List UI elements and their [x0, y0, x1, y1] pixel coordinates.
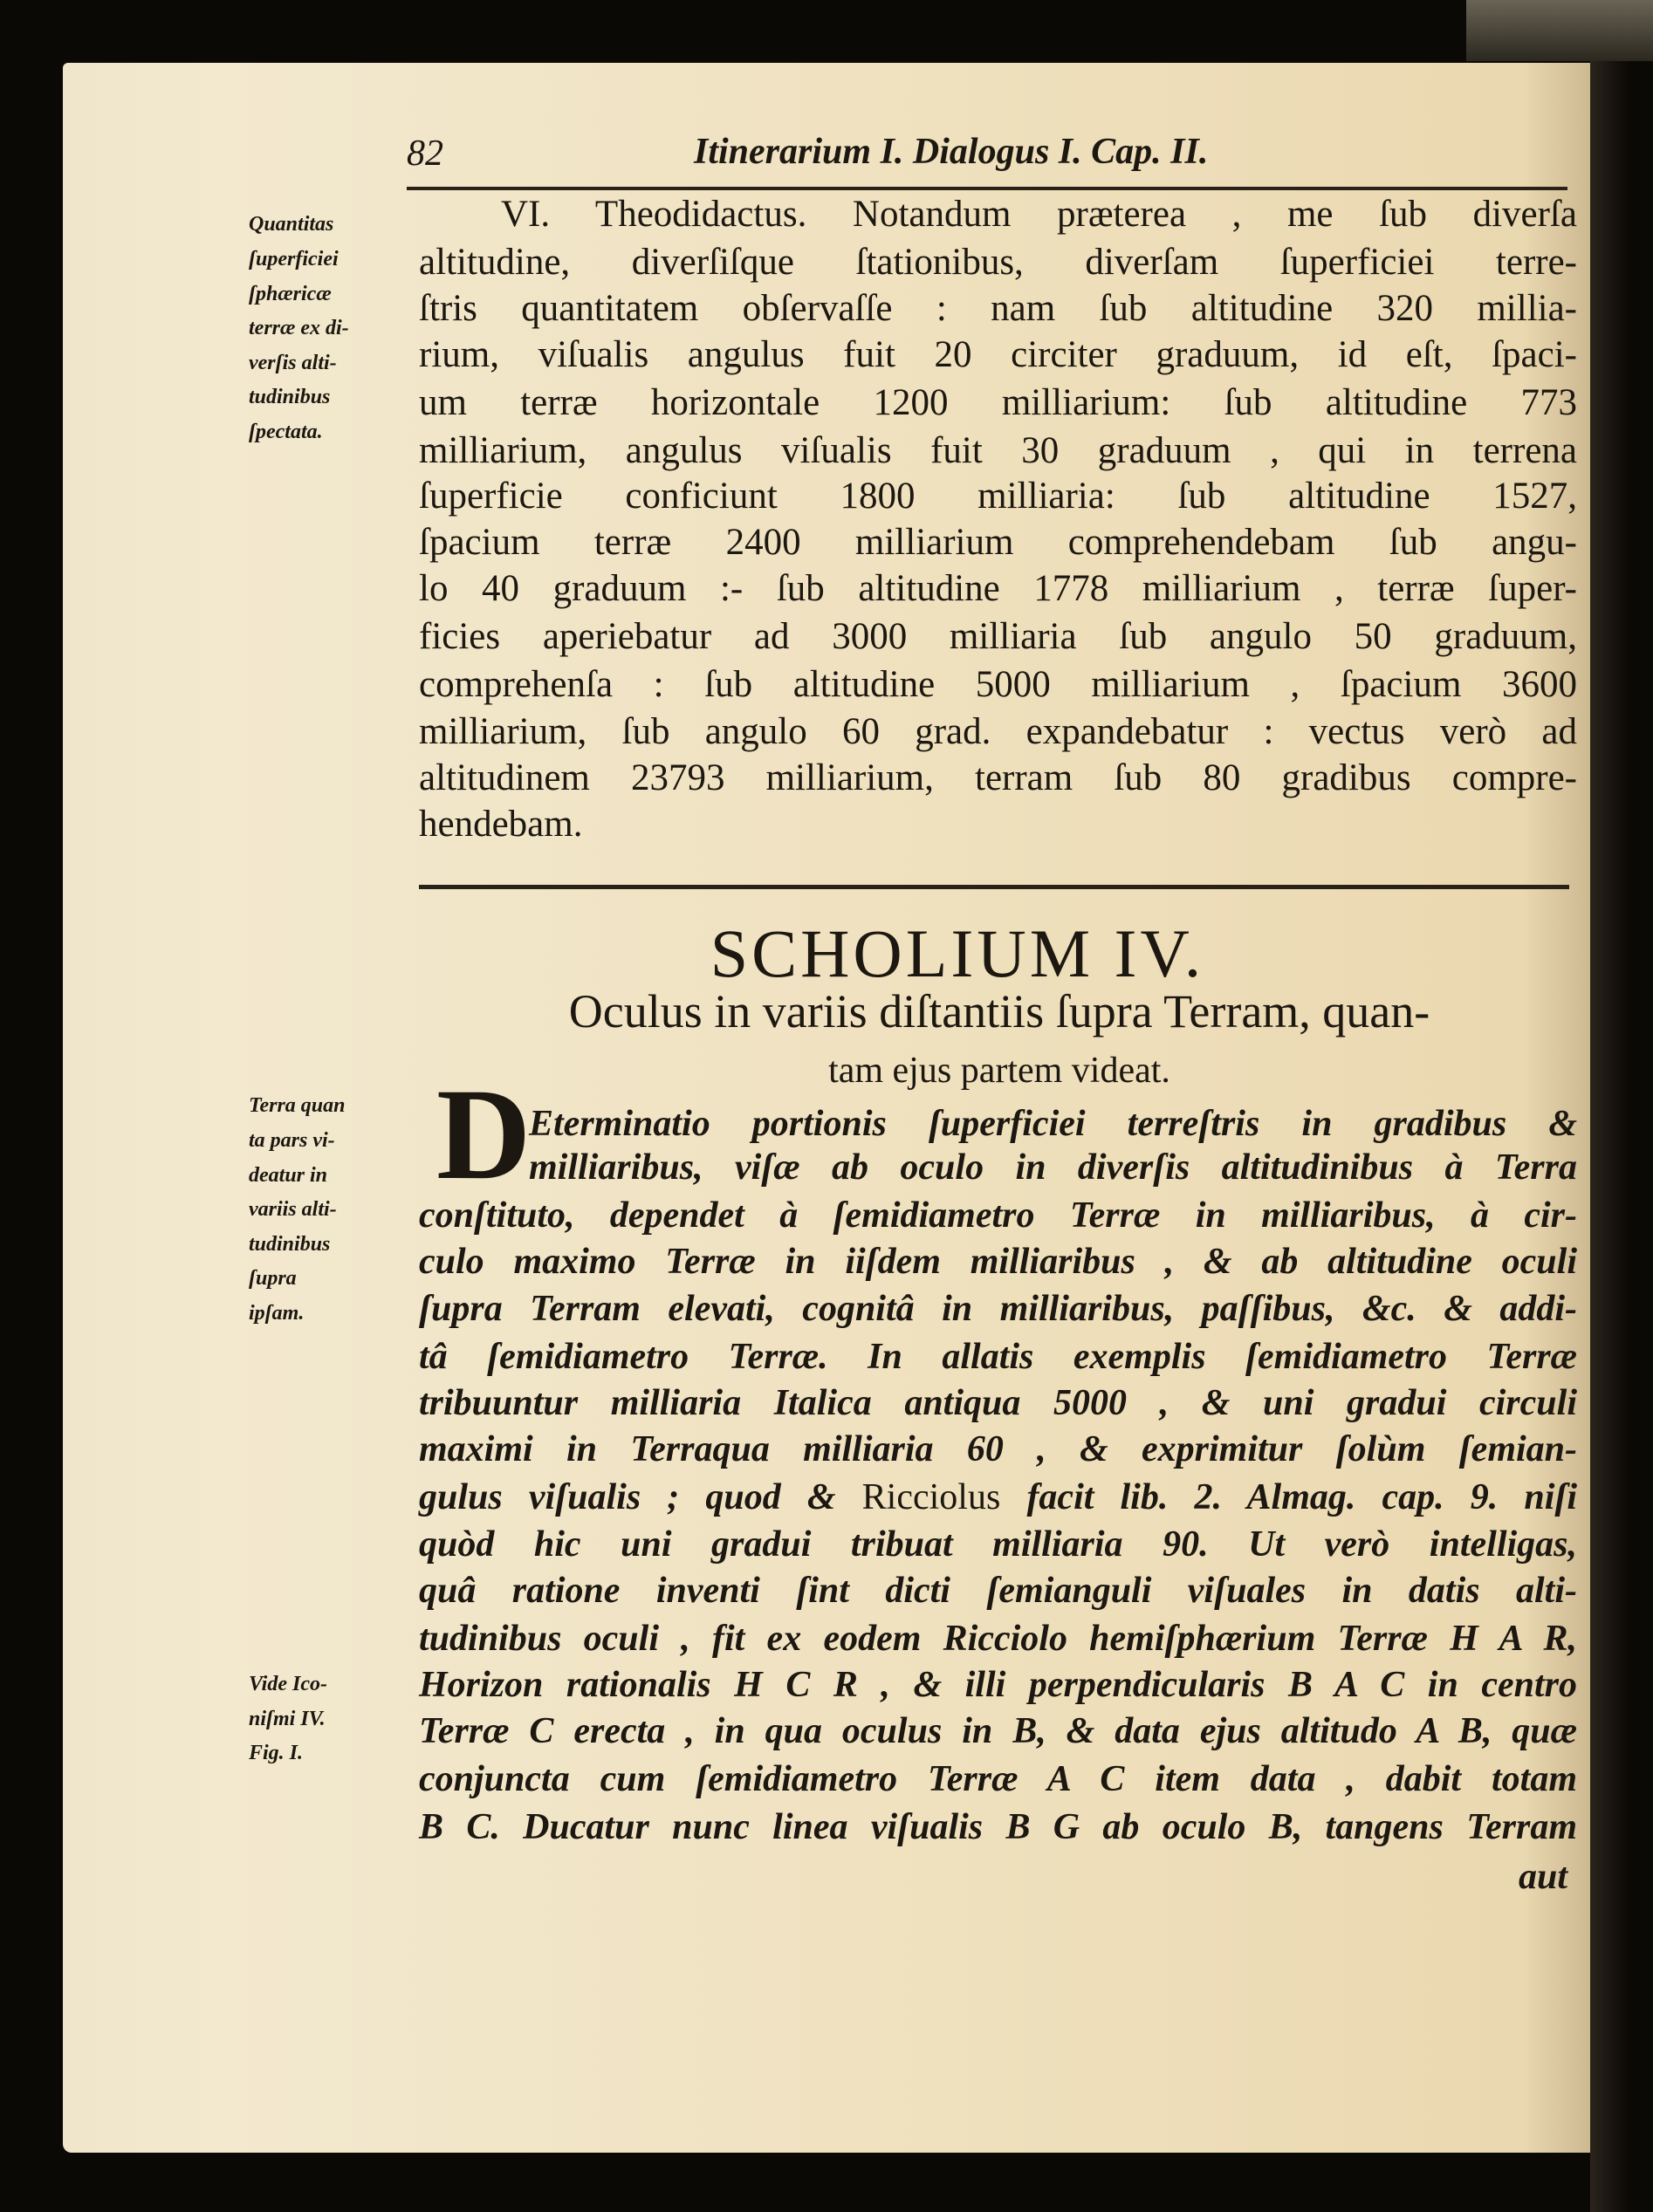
- body-line: um terræ horizontale 1200 milliarium: ſub altitudine 773: [419, 382, 1577, 423]
- header-rule: [407, 187, 1567, 190]
- body-line: ſuperficie conficiunt 1800 milliaria: ſub altitudine 1527,: [419, 476, 1577, 517]
- drop-cap: D: [436, 1062, 532, 1207]
- italic-text: culo maximo Terræ in iiſdem milliaribus , & ab altitudine oculi: [419, 1242, 1577, 1282]
- margin-note-line: ipſam.: [249, 1302, 305, 1325]
- margin-note-line: ſpectata.: [249, 421, 323, 443]
- margin-note-line: deatur in: [249, 1164, 328, 1187]
- italic-text: quâ ratione inventi ſint dicti ſemianguli viſuales in datis alti-: [419, 1571, 1577, 1611]
- body-line: [529, 1144, 1577, 1191]
- margin-note-line: variis alti-: [249, 1198, 337, 1221]
- italic-text: quòd hic uni gradui tribuat milliaria 90. Ut verò intelligas,: [419, 1524, 1577, 1565]
- margin-note-line: tudinibus: [249, 1233, 331, 1256]
- body-line: [419, 1661, 1577, 1709]
- italic-text: maximi in Terraqua milliaria 60 , & exprimitur ſolùm ſemian-: [419, 1429, 1577, 1469]
- italic-text: conſtituto, dependet à ſemidiametro Terræ in milliaribus, à cir-: [419, 1195, 1577, 1236]
- italic-text: milliaribus, viſæ ab oculo in diverſis altitudinibus à Terra: [529, 1147, 1577, 1188]
- margin-note-line: verſis alti-: [249, 352, 337, 374]
- body-line: comprehenſa : ſub altitudine 5000 milliarium , ſpacium 3600: [419, 664, 1577, 705]
- book-corner: [1466, 0, 1653, 61]
- margin-note-line: Terra quan: [249, 1094, 346, 1117]
- margin-note-line: ſupra: [249, 1267, 297, 1290]
- body-line: [419, 1708, 1577, 1755]
- italic-text: gulus viſualis ; quod &: [419, 1477, 836, 1517]
- body-line: ficies aperiebatur ad 3000 milliaria ſub angulo 50 graduum,: [419, 616, 1577, 657]
- margin-note-line: Quantitas: [249, 213, 334, 236]
- scholium-title: SCHOLIUM IV.: [710, 915, 1205, 991]
- body-line: [419, 1756, 1577, 1803]
- body-line: [419, 1615, 1577, 1662]
- body-line: milliarium, angulus viſualis fuit 30 graduum , qui in terrena: [419, 430, 1577, 471]
- body-line: lo 40 graduum :- ſub altitudine 1778 milliarium , terræ ſuper-: [419, 568, 1577, 609]
- scholium-subtitle-line1: Oculus in variis diſtantiis ſupra Terram, quan-: [568, 985, 1430, 1038]
- body-line: ſtris quantitatem obſervaſſe : nam ſub altitudine 320 millia-: [419, 288, 1577, 329]
- margin-note-line: Vide Ico-: [249, 1673, 327, 1695]
- italic-text: tribuuntur milliaria Italica antiqua 5000 , & uni gradui circuli: [419, 1383, 1577, 1423]
- margin-note-line: ta pars vi-: [249, 1129, 335, 1152]
- body-line: [529, 1100, 1577, 1147]
- body-line: [419, 1285, 1577, 1332]
- body-line: [419, 1804, 1577, 1851]
- page-number: 82: [407, 134, 443, 174]
- margin-note-line: Fig. I.: [249, 1742, 304, 1764]
- margin-note-line: tudinibus: [249, 386, 331, 408]
- body-line: [419, 1521, 1577, 1568]
- book-spine-edge: [1590, 0, 1653, 2212]
- catchword: aut: [1519, 1857, 1568, 1897]
- body-line: VI. Theodidactus. Notandum præterea , me ſub diverſa: [501, 194, 1577, 235]
- italic-text: Eterminatio portionis ſuperficiei terreſtris in gradibus &: [529, 1104, 1577, 1144]
- italic-text: Horizon rationalis H C R , & illi perpendicularis B A C in centro: [419, 1665, 1577, 1705]
- body-line: altitudine, diverſiſque ſtationibus, diverſam ſuperficiei terre-: [419, 242, 1577, 283]
- body-line: ſpacium terræ 2400 milliarium comprehendebam ſub angu-: [419, 522, 1577, 563]
- italic-text: tâ ſemidiametro Terræ. In allatis exemplis ſemidiametro Terræ: [419, 1337, 1577, 1377]
- roman-name: Ricciolus: [861, 1477, 1001, 1517]
- italic-text: B C. Ducatur nunc linea viſualis B G ab oculo B, tangens Terram: [419, 1807, 1577, 1847]
- body-line: [419, 1474, 1577, 1521]
- running-title: Itinerarium I. Dialogus I. Cap. II.: [694, 132, 1209, 172]
- body-line: [419, 1192, 1577, 1239]
- italic-text: tudinibus oculi , fit ex eodem Ricciolo hemiſphærium Terræ H A R,: [419, 1619, 1577, 1659]
- margin-note-line: ſphæricæ: [249, 283, 332, 305]
- italic-text: conjuncta cum ſemidiametro Terræ A C item data , dabit totam: [419, 1759, 1577, 1799]
- body-line: [419, 1333, 1577, 1380]
- body-line: [419, 1380, 1577, 1427]
- body-line: [419, 1567, 1577, 1614]
- body-line: [419, 1238, 1577, 1285]
- section-divider-rule: [419, 885, 1569, 889]
- body-line: altitudinem 23793 milliarium, terram ſub 80 gradibus compre-: [419, 757, 1577, 798]
- body-line: [419, 1426, 1577, 1473]
- italic-text: facit lib. 2. Almag. cap. 9. niſi: [1026, 1477, 1578, 1517]
- scholium-subtitle-line2: tam ejus partem videat.: [828, 1051, 1170, 1091]
- body-line: hendebam.: [419, 804, 583, 845]
- italic-text: ſupra Terram elevati, cognitâ in milliaribus, paſſibus, &c. & addi-: [419, 1289, 1577, 1329]
- margin-note-line: terræ ex di-: [249, 317, 349, 339]
- italic-text: Terræ C erecta , in qua oculus in B, & data ejus altitudo A B, quæ: [419, 1711, 1577, 1751]
- margin-note-line: ſuperficiei: [249, 248, 339, 271]
- body-line: rium, viſualis angulus fuit 20 circiter graduum, id eſt, ſpaci-: [419, 334, 1577, 375]
- margin-note-line: niſmi IV.: [249, 1708, 326, 1730]
- body-line: milliarium, ſub angulo 60 grad. expandebatur : vectus verò ad: [419, 711, 1577, 752]
